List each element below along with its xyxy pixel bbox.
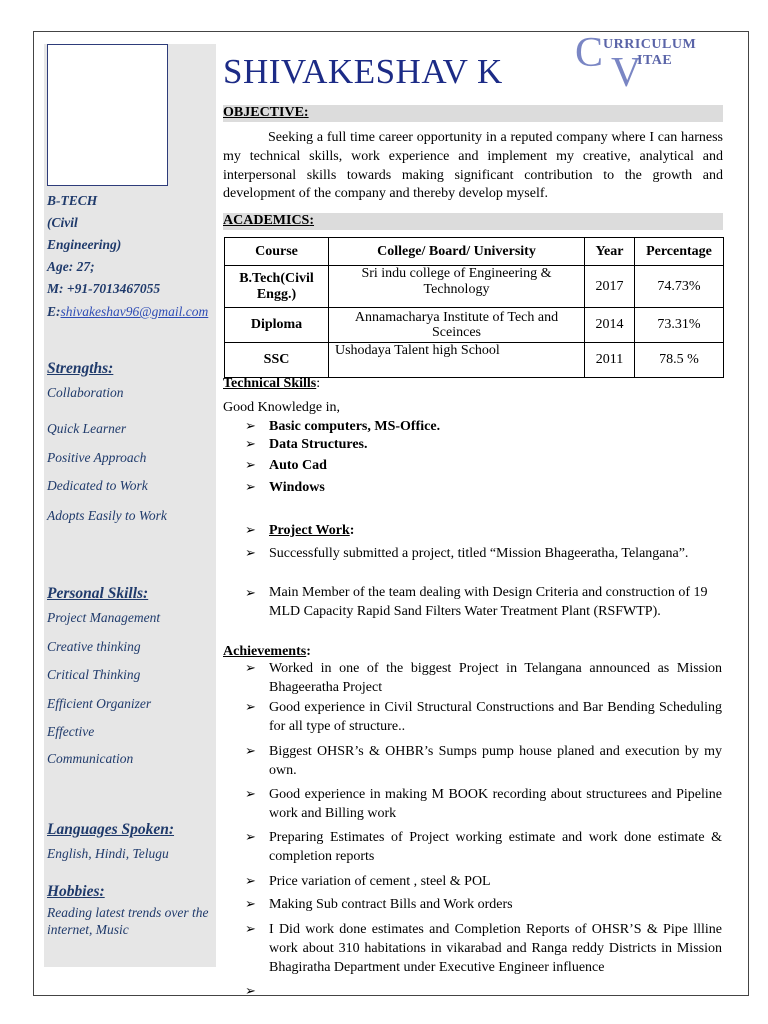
technical-item: Windows bbox=[269, 480, 325, 495]
table-cell: 78.5 % bbox=[635, 343, 724, 378]
table-header: Percentage bbox=[635, 238, 724, 266]
achievements-title: Achievements: bbox=[223, 644, 311, 659]
technical-intro: Good Knowledge in, bbox=[223, 400, 341, 415]
table-cell: Sri indu college of Engineering & Technology bbox=[329, 266, 585, 308]
table-cell: 74.73% bbox=[635, 266, 724, 308]
bullet-arrow-icon: ➢ bbox=[245, 479, 256, 494]
hobbies-title: Hobbies: bbox=[47, 883, 105, 900]
personal-info bbox=[47, 190, 219, 319]
bullet-arrow-icon: ➢ bbox=[245, 585, 256, 600]
achievements-title-text: Achievements bbox=[223, 644, 307, 659]
objective-text: Seeking a full time career opportunity in a reputed company where I can harness my technical skills, work experience and implement my creative, analytical and interpersonal skills towards making significant contribution to the growth and development of the company and thereby develop myself. bbox=[223, 130, 723, 202]
bullet-arrow-icon: ➢ bbox=[245, 786, 256, 801]
academics-title-text: ACADEMICS bbox=[223, 213, 310, 228]
info-email bbox=[47, 304, 219, 319]
bullet-arrow-icon: ➢ bbox=[245, 983, 256, 998]
technical-skills-title: Technical Skills: bbox=[223, 376, 321, 391]
table-cell: 73.31% bbox=[635, 308, 724, 343]
info-branch-2: Engineering) bbox=[47, 237, 122, 252]
table-header: College/ Board/ University bbox=[329, 238, 585, 266]
bullet-arrow-icon: ➢ bbox=[245, 545, 256, 560]
bullet-arrow-icon: ➢ bbox=[245, 436, 256, 451]
project-item: Successfully submitted a project, titled “Mission Bhageeratha, Telangana”. bbox=[269, 546, 689, 561]
strength-item: Collaboration bbox=[47, 385, 124, 400]
logo-line-2: ITAE bbox=[637, 53, 673, 68]
table-cell: 2014 bbox=[585, 308, 635, 343]
strength-item: Quick Learner bbox=[47, 421, 127, 436]
personal-skills-title: Personal Skills: bbox=[47, 585, 149, 602]
strength-item: Adopts Easily to Work bbox=[47, 508, 167, 523]
technical-item: Auto Cad bbox=[269, 458, 327, 473]
logo-letter-v: V bbox=[611, 50, 642, 96]
logo-line-1: URRICULUM bbox=[603, 37, 697, 52]
achievement-item: Price variation of cement , steel & POL bbox=[269, 874, 491, 889]
project-work-title: Project Work: bbox=[269, 523, 355, 538]
table-row bbox=[225, 343, 724, 378]
bullet-arrow-icon: ➢ bbox=[245, 921, 256, 936]
achievement-item: Biggest OHSR’s & OHBR’s Sumps pump house planed and execution by my own. bbox=[269, 744, 722, 778]
table-cell: 2017 bbox=[585, 266, 635, 308]
personal-skill-item: Project Management bbox=[47, 610, 161, 625]
personal-skill-item: Efficient Organizer bbox=[47, 696, 152, 711]
achievement-item: Good experience in making M BOOK recording about structurees and Pipeline work and Billing work bbox=[269, 787, 722, 821]
bullet-arrow-icon: ➢ bbox=[245, 457, 256, 472]
email-prefix: E: bbox=[47, 304, 61, 319]
bullet-arrow-icon: ➢ bbox=[245, 873, 256, 888]
table-header: Year bbox=[585, 238, 635, 266]
achievement-item: I Did work done estimates and Completion Reports of OHSR’S & Pipe llline work about 310 habitations in vikarabad and Ranga reddy Districts in Mission Bhagiratha Department under Executive Engineer influence bbox=[269, 922, 722, 975]
achievement-item: Preparing Estimates of Project working estimate and work done estimate & completion reports bbox=[269, 830, 722, 864]
table-row bbox=[225, 266, 724, 308]
achievement-item: Worked in one of the biggest Project in Telangana announced as Mission Bhageeratha Project bbox=[269, 661, 722, 695]
candidate-name: SHIVAKESHAV K bbox=[223, 52, 503, 91]
bullet-arrow-icon: ➢ bbox=[245, 699, 256, 714]
hobbies-value: Reading latest trends over the internet, Music bbox=[47, 905, 209, 937]
table-row bbox=[225, 308, 724, 343]
project-item: Main Member of the team dealing with Design Criteria and construction of 19 MLD Capacity Rapid Sand Filters Water Treatment Plant (RSFWTP). bbox=[269, 585, 708, 619]
table-cell: Ushodaya Talent high School bbox=[329, 343, 585, 378]
personal-skill-item: Creative thinking bbox=[47, 639, 141, 654]
table-header-row bbox=[225, 238, 724, 266]
curriculum-vitae-logo bbox=[573, 30, 733, 103]
table-cell: Annamacharya Institute of Tech and Sceinces bbox=[329, 308, 585, 343]
bullet-arrow-icon: ➢ bbox=[245, 743, 256, 758]
technical-item: Data Structures. bbox=[269, 437, 368, 452]
strength-item: Positive Approach bbox=[47, 450, 147, 465]
bullet-arrow-icon: ➢ bbox=[245, 660, 256, 675]
email-link[interactable]: shivakeshav96@gmail.com bbox=[60, 304, 209, 319]
technical-item: Basic computers, MS-Office. bbox=[269, 419, 441, 434]
personal-skill-item: Effective bbox=[47, 724, 95, 739]
info-branch-1: (Civil bbox=[47, 215, 78, 230]
objective-title: OBJECTIVE: bbox=[223, 105, 309, 120]
strength-item: Dedicated to Work bbox=[47, 478, 148, 493]
achievement-item: Making Sub contract Bills and Work orders bbox=[269, 897, 513, 912]
table-cell: 2011 bbox=[585, 343, 635, 378]
bullet-arrow-icon: ➢ bbox=[245, 522, 256, 537]
academics-table bbox=[224, 237, 724, 378]
info-age: Age: 27; bbox=[47, 259, 95, 274]
table-cell: SSC bbox=[225, 343, 329, 378]
info-degree: B-TECH bbox=[47, 193, 98, 208]
bullet-arrow-icon: ➢ bbox=[245, 418, 256, 433]
bullet-arrow-icon: ➢ bbox=[245, 829, 256, 844]
achievement-item: Good experience in Civil Structural Constructions and Bar Bending Scheduling for all type of structure.. bbox=[269, 700, 722, 734]
technical-skills-title-text: Technical Skills bbox=[223, 376, 317, 391]
photo-placeholder bbox=[47, 44, 168, 186]
personal-skill-item: Critical Thinking bbox=[47, 667, 141, 682]
project-work-title-text: Project Work bbox=[269, 523, 350, 538]
table-header: Course bbox=[225, 238, 329, 266]
bullet-arrow-icon: ➢ bbox=[245, 896, 256, 911]
languages-value: English, Hindi, Telugu bbox=[47, 846, 169, 861]
objective-title-text: OBJECTIVE bbox=[223, 105, 304, 120]
languages-title: Languages Spoken: bbox=[47, 821, 175, 838]
logo-letter-c: C bbox=[575, 30, 604, 76]
personal-skill-item: Communication bbox=[47, 751, 134, 766]
table-cell: Diploma bbox=[225, 308, 329, 343]
academics-title: ACADEMICS: bbox=[223, 213, 315, 228]
strengths-title: Strengths: bbox=[47, 360, 114, 377]
info-mobile: M: +91-7013467055 bbox=[47, 281, 161, 296]
table-cell: B.Tech(Civil Engg.) bbox=[225, 266, 329, 308]
